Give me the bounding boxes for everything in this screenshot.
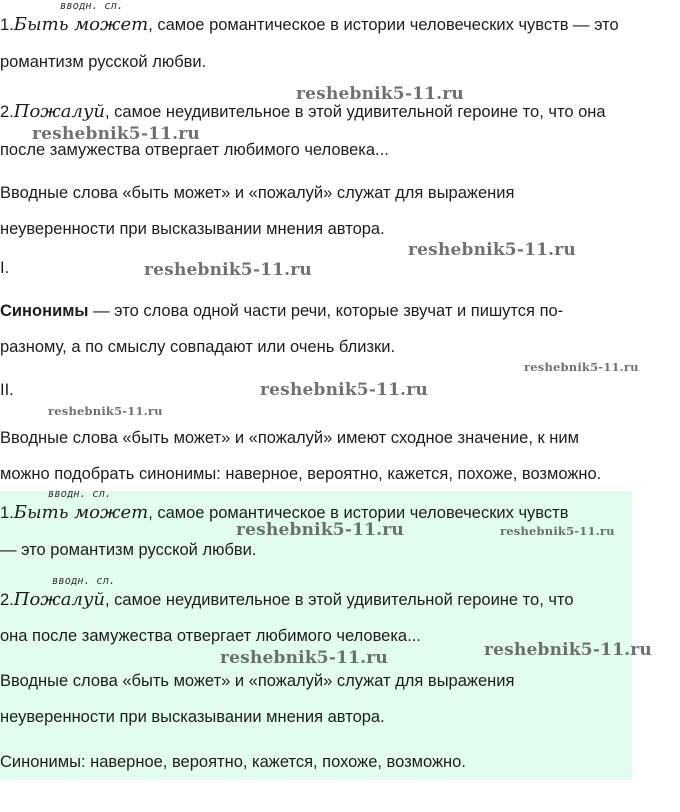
intro-word: Пожалуй bbox=[13, 589, 105, 610]
answer-synonyms: Синонимы: наверное, вероятно, кажется, похоже, возможно. bbox=[0, 753, 466, 771]
watermark: reshebnik5-11.ru bbox=[484, 640, 652, 660]
answer-sentence-2-cont: она после замужества отвергает любимого человека... bbox=[0, 627, 421, 645]
explanation-line-1: Вводные слова «быть может» и «пожалуй» служат для выражения bbox=[0, 184, 515, 202]
watermark: reshebnik5-11.ru bbox=[296, 84, 464, 104]
term: Синонимы bbox=[0, 302, 89, 320]
synonyms-definition-2: разному, а по смыслу совпадают или очень близки. bbox=[0, 338, 396, 356]
intro-word-note: вводн. сл. bbox=[48, 488, 112, 500]
answer-explanation-1: Вводные слова «быть может» и «пожалуй» служат для выражения bbox=[0, 672, 515, 690]
watermark: reshebnik5-11.ru bbox=[500, 524, 615, 538]
section-ii-text-2: можно подобрать синонимы: наверное, вероятно, кажется, похоже, возможно. bbox=[0, 465, 602, 483]
answer-explanation-2: неуверенности при высказывании мнения автора. bbox=[0, 708, 385, 726]
sentence-1: 1.Быть может, самое романтическое в истории человеческих чувств — это bbox=[0, 14, 619, 35]
answer-sentence-1: 1.Быть может, самое романтическое в истории человеческих чувств bbox=[0, 502, 569, 523]
intro-word-note: вводн. сл. bbox=[60, 0, 124, 12]
watermark: reshebnik5-11.ru bbox=[236, 520, 404, 540]
watermark: reshebnik5-11.ru bbox=[408, 240, 576, 260]
intro-word: Быть может bbox=[13, 502, 149, 523]
synonyms-definition-1: Синонимы — это слова одной части речи, которые звучат и пишутся по- bbox=[0, 302, 564, 320]
sentence-1-cont: романтизм русской любви. bbox=[0, 53, 207, 71]
section-ii-text-1: Вводные слова «быть может» и «пожалуй» имеют сходное значение, к ним bbox=[0, 429, 579, 447]
intro-word-note: вводн. сл. bbox=[52, 575, 116, 587]
intro-word: Пожалуй bbox=[13, 101, 105, 122]
watermark: reshebnik5-11.ru bbox=[220, 648, 388, 668]
watermark: reshebnik5-11.ru bbox=[260, 380, 428, 400]
sentence-2-cont: после замужества отвергает любимого человека... bbox=[0, 141, 389, 159]
watermark: reshebnik5-11.ru bbox=[144, 260, 312, 280]
answer-sentence-2: 2.Пожалуй, самое неудивительное в этой удивительной героине то, что bbox=[0, 589, 574, 610]
watermark: reshebnik5-11.ru bbox=[524, 360, 639, 374]
section-label-ii: II. bbox=[0, 381, 14, 399]
intro-word: Быть может bbox=[13, 14, 149, 35]
section-label-i: I. bbox=[0, 259, 10, 277]
sentence-2: 2.Пожалуй, самое неудивительное в этой удивительной героине то, что она bbox=[0, 101, 606, 122]
watermark: reshebnik5-11.ru bbox=[48, 404, 163, 418]
watermark: reshebnik5-11.ru bbox=[32, 124, 200, 144]
answer-sentence-1-cont: — это романтизм русской любви. bbox=[0, 541, 257, 559]
explanation-line-2: неуверенности при высказывании мнения автора. bbox=[0, 220, 385, 238]
